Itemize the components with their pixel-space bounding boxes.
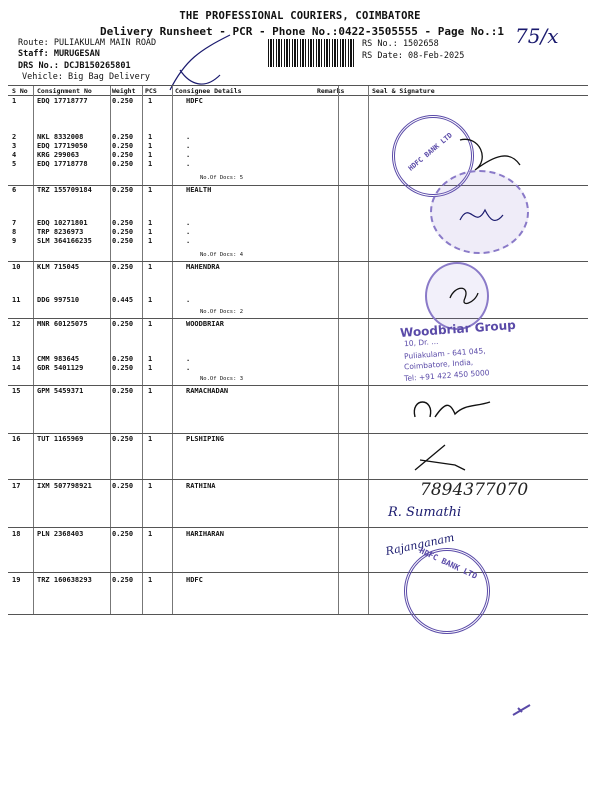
signature-scribble — [410, 440, 470, 475]
row-cno: NKL 8332008 — [37, 133, 84, 141]
doc-count: No.Of Docs: 4 — [200, 252, 244, 258]
vehicle-label: Vehicle: Big Bag Delivery — [22, 72, 150, 82]
row-weight: 0.250 — [112, 237, 134, 245]
row-weight: 0.250 — [112, 142, 134, 150]
row-pcs: 1 — [148, 435, 153, 443]
row-weight: 0.250 — [112, 133, 134, 141]
row-cno: EDQ 17718778 — [37, 160, 88, 168]
row-weight: 0.250 — [112, 435, 134, 443]
row-consignee: . — [186, 151, 191, 159]
drs-number: DRS No.: DCJB150265801 — [18, 61, 131, 71]
row-cno: IXM 507798921 — [37, 482, 92, 490]
corner-handwritten-mark: 75/x — [515, 24, 559, 48]
row-cno: GDR 5401129 — [37, 364, 84, 372]
row-consignee: . — [186, 219, 191, 227]
row-sno: 8 — [12, 228, 17, 236]
row-sno: 2 — [12, 133, 17, 141]
header-bottom-rule — [8, 95, 588, 96]
row-weight: 0.445 — [112, 296, 134, 304]
row-cno: EDQ 10271801 — [37, 219, 88, 227]
woodbriar-stamp-line: Tel: +91 422 450 5000 — [403, 368, 490, 383]
row-cno: MNR 60125075 — [37, 320, 88, 328]
row-pcs: 1 — [148, 151, 153, 159]
row-weight: 0.250 — [112, 530, 134, 538]
signature-scribble — [455, 200, 505, 230]
col-pcs: PCS — [145, 87, 157, 95]
stamp-text: HDFC BANK LTD — [418, 546, 479, 581]
signature-scribble — [445, 283, 480, 308]
row-weight: 0.250 — [112, 186, 134, 194]
hdfc-bank-stamp — [404, 548, 490, 634]
row-pcs: 1 — [148, 576, 153, 584]
row-weight: 0.250 — [112, 364, 134, 372]
row-consignee: MAHENDRA — [186, 263, 220, 271]
handwritten-name: Rajanganam — [384, 530, 456, 559]
row-sno: 7 — [12, 219, 17, 227]
row-consignee: . — [186, 160, 191, 168]
row-sno: 6 — [12, 186, 17, 194]
row-cno: TRZ 160638293 — [37, 576, 92, 584]
header-top-rule — [8, 85, 588, 86]
barcode — [268, 39, 356, 67]
runsheet-subtitle: Delivery Runsheet - PCR - Phone No.:0422-3505555 - Page No.:1 — [100, 25, 504, 38]
col-seal-signature: Seal & Signature — [372, 87, 435, 95]
row-consignee: RAMACHADAN — [186, 387, 229, 395]
row-weight: 0.250 — [112, 228, 134, 236]
row-pcs: 1 — [148, 237, 153, 245]
row-pcs: 1 — [148, 296, 153, 304]
row-pcs: 1 — [148, 387, 153, 395]
col-divider — [33, 86, 34, 614]
row-consignee: HARIHARAN — [186, 530, 224, 538]
row-pcs: 1 — [148, 320, 153, 328]
row-sno: 13 — [12, 355, 21, 363]
row-cno: GPM 5459371 — [37, 387, 84, 395]
row-weight: 0.250 — [112, 387, 134, 395]
row-pcs: 1 — [148, 228, 153, 236]
row-weight: 0.250 — [112, 320, 134, 328]
row-pcs: 1 — [148, 133, 153, 141]
row-weight: 0.250 — [112, 151, 134, 159]
row-consignee: HDFC — [186, 576, 203, 584]
document-title: THE PROFESSIONAL COURIERS, COIMBATORE — [179, 10, 421, 22]
row-sno: 11 — [12, 296, 21, 304]
handwritten-phone: 7894377070 — [420, 480, 529, 500]
row-consignee: . — [186, 133, 191, 141]
row-cno: TRZ 155709184 — [37, 186, 92, 194]
woodbriar-stamp-line: Puliakulam - 641 045, — [403, 346, 486, 361]
row-consignee: RATHINA — [186, 482, 216, 490]
row-sno: 16 — [12, 435, 21, 443]
group-rule — [8, 433, 588, 434]
row-sno: 18 — [12, 530, 21, 538]
stamp-text: HDFC BANK LTD — [406, 131, 454, 173]
doc-count: No.Of Docs: 3 — [200, 376, 244, 382]
row-cno: TRP 8236973 — [37, 228, 84, 236]
group-rule — [8, 261, 588, 262]
staff-label: Staff: MURUGESAN — [18, 49, 100, 59]
signature-scribble — [405, 392, 495, 427]
col-consignee: Consignee Details — [175, 87, 242, 95]
woodbriar-stamp-line: Coimbatore, India, — [403, 357, 474, 372]
row-consignee: HDFC — [186, 97, 203, 105]
row-pcs: 1 — [148, 355, 153, 363]
row-sno: 1 — [12, 97, 17, 105]
row-pcs: 1 — [148, 186, 153, 194]
rs-date: RS Date: 08-Feb-2025 — [362, 51, 465, 61]
row-sno: 10 — [12, 263, 21, 271]
woodbriar-stamp-title: Woodbriar Group — [399, 317, 517, 341]
row-consignee: . — [186, 237, 191, 245]
row-consignee: . — [186, 364, 191, 372]
row-consignee: . — [186, 228, 191, 236]
row-pcs: 1 — [148, 530, 153, 538]
row-sno: 9 — [12, 237, 17, 245]
rs-number: RS No.: 1502658 — [362, 39, 439, 49]
row-consignee: . — [186, 296, 191, 304]
row-weight: 0.250 — [112, 482, 134, 490]
row-weight: 0.250 — [112, 160, 134, 168]
row-sno: 5 — [12, 160, 17, 168]
row-consignee: . — [186, 142, 191, 150]
group-rule — [8, 385, 588, 386]
group-rule — [8, 614, 588, 615]
row-cno: CMM 983645 — [37, 355, 80, 363]
row-pcs: 1 — [148, 219, 153, 227]
row-cno: EDQ 17719050 — [37, 142, 88, 150]
route-label: Route: PULIAKULAM MAIN ROAD — [18, 38, 157, 48]
row-cno: SLM 364166235 — [37, 237, 92, 245]
col-divider — [368, 86, 369, 614]
row-weight: 0.250 — [112, 263, 134, 271]
row-sno: 12 — [12, 320, 21, 328]
woodbriar-stamp-line: 10, Dr. ... — [403, 336, 439, 349]
col-sno: S No — [12, 87, 28, 95]
row-cno: DDG 997510 — [37, 296, 80, 304]
row-sno: 17 — [12, 482, 21, 490]
row-sno: 15 — [12, 387, 21, 395]
row-consignee: PLSHIPING — [186, 435, 224, 443]
row-sno: 4 — [12, 151, 17, 159]
row-pcs: 1 — [148, 160, 153, 168]
row-sno: 19 — [12, 576, 21, 584]
row-cno: KLM 715045 — [37, 263, 80, 271]
doc-count: No.Of Docs: 2 — [200, 309, 244, 315]
row-pcs: 1 — [148, 97, 153, 105]
col-divider — [110, 86, 111, 614]
row-pcs: 1 — [148, 364, 153, 372]
col-weight: Weight — [112, 87, 136, 95]
row-consignee: . — [186, 355, 191, 363]
handwritten-name: R. Sumathi — [388, 505, 462, 520]
row-cno: KRG 299063 — [37, 151, 80, 159]
col-remarks: Remarks — [317, 87, 345, 95]
group-rule — [8, 572, 588, 573]
row-weight: 0.250 — [112, 97, 134, 105]
row-weight: 0.250 — [112, 355, 134, 363]
row-sno: 3 — [12, 142, 17, 150]
col-divider — [142, 86, 143, 614]
col-consignment: Consignment No — [37, 87, 92, 95]
row-pcs: 1 — [148, 142, 153, 150]
ink-mark — [510, 700, 535, 720]
row-cno: TUT 1165969 — [37, 435, 84, 443]
col-divider — [338, 86, 339, 614]
row-weight: 0.250 — [112, 576, 134, 584]
row-cno: EDQ 17718777 — [37, 97, 88, 105]
row-pcs: 1 — [148, 482, 153, 490]
row-sno: 14 — [12, 364, 21, 372]
row-pcs: 1 — [148, 263, 153, 271]
row-cno: PLN 2368403 — [37, 530, 84, 538]
doc-count: No.Of Docs: 5 — [200, 175, 244, 181]
row-weight: 0.250 — [112, 219, 134, 227]
row-consignee: WOODBRIAR — [186, 320, 224, 328]
row-consignee: HEALTH — [186, 186, 212, 194]
col-divider — [172, 86, 173, 614]
group-rule — [8, 527, 588, 528]
